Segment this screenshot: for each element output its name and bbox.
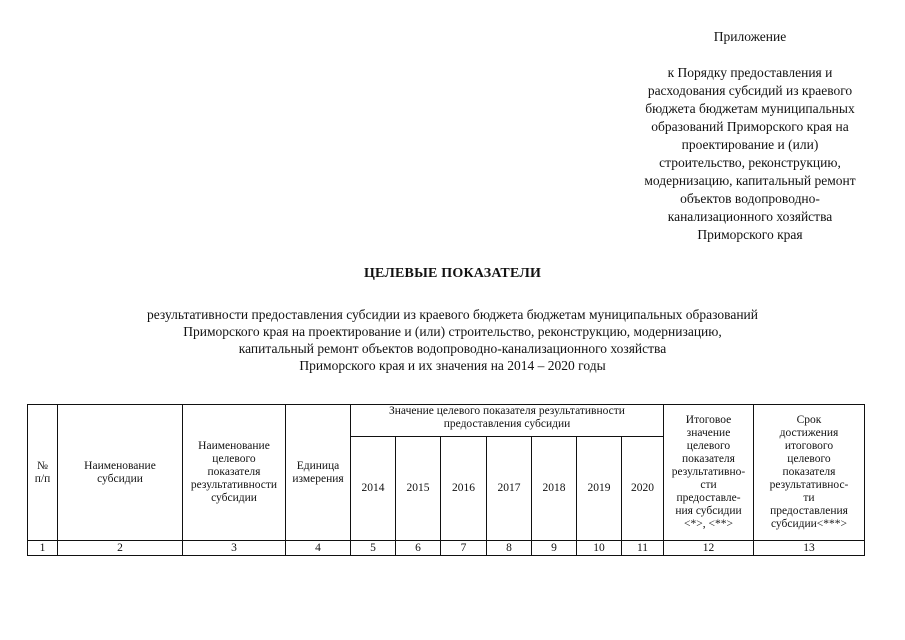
- column-number: 13: [754, 541, 865, 556]
- header-year: 2020: [622, 437, 664, 541]
- header-indicator-name: Наименование целевого показателя результативности субсидии: [183, 405, 286, 541]
- header-deadline: Срок достижения итогового целевого показателя результативнос- ти предоставления субсидии<***>: [754, 405, 865, 541]
- appendix-line: модернизацию, капитальный ремонт: [644, 173, 856, 188]
- column-number: 7: [441, 541, 487, 556]
- appendix-line: проектирование и (или): [681, 137, 819, 152]
- column-number: 6: [396, 541, 441, 556]
- document-subheading: [0, 306, 905, 374]
- column-number: 11: [622, 541, 664, 556]
- subheading-line: Приморского края на проектирование и (или) строительство, реконструкцию, модернизацию,: [183, 324, 722, 339]
- appendix-title: Приложение: [713, 29, 787, 44]
- header-year: 2018: [532, 437, 577, 541]
- column-number: 12: [664, 541, 754, 556]
- header-number: № п/п: [28, 405, 58, 541]
- subheading-line: результативности предоставления субсидии из краевого бюджета бюджетам муниципальных образований: [146, 307, 759, 322]
- column-number: 3: [183, 541, 286, 556]
- appendix-line: канализационного хозяйства: [667, 209, 833, 224]
- column-number: 2: [58, 541, 183, 556]
- column-number: 4: [286, 541, 351, 556]
- column-number: 9: [532, 541, 577, 556]
- column-numbering-row: [28, 541, 865, 556]
- header-year: 2017: [487, 437, 532, 541]
- header-unit: Единица измерения: [286, 405, 351, 541]
- column-number: 10: [577, 541, 622, 556]
- column-number: 5: [351, 541, 396, 556]
- header-values-group: Значение целевого показателя результативности предоставления субсидии: [351, 405, 664, 437]
- header-subsidy-name: Наименование субсидии: [58, 405, 183, 541]
- appendix-line: Приморского края: [697, 227, 803, 242]
- appendix-line: образований Приморского края на: [651, 119, 849, 134]
- appendix-line: к Порядку предоставления и: [667, 65, 833, 80]
- column-number: 8: [487, 541, 532, 556]
- header-year: 2015: [396, 437, 441, 541]
- appendix-line: объектов водопроводно-: [680, 191, 820, 206]
- subheading-line: капитальный ремонт объектов водопроводно-канализационного хозяйства: [238, 341, 667, 356]
- header-year: 2019: [577, 437, 622, 541]
- appendix-line: бюджета бюджетам муниципальных: [645, 101, 855, 116]
- appendix-line: расходования субсидий из краевого: [647, 83, 853, 98]
- column-number: 1: [28, 541, 58, 556]
- appendix-line: строительство, реконструкцию,: [659, 155, 841, 170]
- header-final-value: Итоговое значение целевого показателя результативно- сти предоставле- ния субсидии <*>, <**>: [664, 405, 754, 541]
- appendix-block: [600, 28, 900, 244]
- subheading-line: Приморского края и их значения на 2014 – 2020 годы: [299, 358, 606, 373]
- header-year: 2016: [441, 437, 487, 541]
- header-year: 2014: [351, 437, 396, 541]
- indicators-table: [27, 404, 865, 556]
- document-heading: ЦЕЛЕВЫЕ ПОКАЗАТЕЛИ: [363, 266, 542, 281]
